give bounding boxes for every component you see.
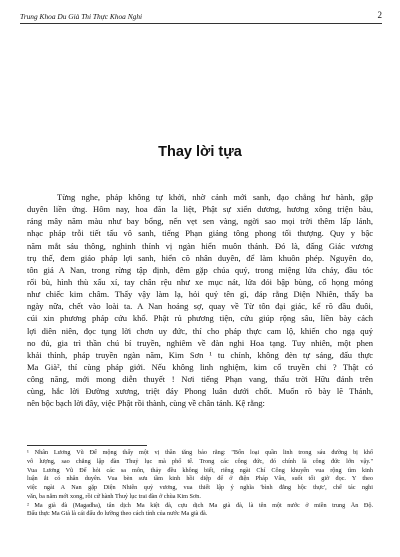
body-line: năm mắt sáu thông, nghinh thỉnh vị ngàn hiển muôn thánh. Đó là, đấng Giác vương	[27, 240, 373, 251]
body-line: nhạc pháp trỗi tiết tấu vô sanh, tiếng Phạn giảng tông phong tối thượng. Quy y bậc	[27, 228, 373, 239]
chapter-title: Thay lời tựa	[158, 144, 242, 160]
footnote-line: Đấu thực Ma Già là cái đấu đo lường theo cách tính của nước Ma già đà.	[27, 510, 208, 518]
footnote-line: Vua Lương Vũ Đế hỏi các sa môn, thảy đều không biết, riêng ngài Chí Công khuyến vua rộng tìm kinh	[27, 466, 373, 474]
body-line: trụ thế, đem giáo pháp lợi sanh, hiển cõ nhân duyên, để làm khuôn phép. Nguyên do,	[27, 252, 373, 263]
body-line: ngày nữa, chết vào loài ta. A Nan hoảng sợ, quay về Từ tôn đại giác, kể rõ đầu đuôi,	[27, 301, 373, 312]
footnote-line: ¹ Nhân Lương Vũ Đế mộng thấy một vị thần tăng bảo rằng: "Bốn loại quần linh trong sáu đường bị khổ	[27, 449, 373, 456]
body-line: như chiếc kim châm. Thấy vậy làm lạ, hỏi quỷ tên gì, đáp rằng Diện Nhiên, thấy ba	[27, 289, 373, 300]
body-line: lợi diên niên, đọc tụng lời chơn uy đức, thí cho pháp thực cam lộ, khiến cho ngạ quỷ	[27, 325, 373, 336]
body-line: no đủ, gia trì thần chú bí truyền, nghiêm về đàn nghi Hoa tạng. Tuy nhiên, một phen	[27, 337, 373, 348]
footnotes	[27, 449, 373, 519]
body-line: công năng, mới mong diễn thuyết ! Nơi tiếng Phạn vang, thấu trời Hữu đảnh trên	[27, 374, 373, 385]
body-line: tôn giả A Nan, trong rừng tập định, đêm gặp chúa quỷ, trong miệng lửa chảy, đầu tóc	[27, 264, 373, 275]
body-line: khải thỉnh, pháp truyền ngàn năm, Kim Sơn ¹ tu chỉnh, không đèn tự sáng, đấu thực	[27, 349, 373, 360]
footnote-line: văn, ba năm mới xong, rồi cử hành Thuỷ lục trai đàn ở chùa Kim Sơn.	[27, 492, 201, 500]
body-line: cùng, hắc lời Đường xương, triệt đáy Phong luân dưới chốt. Muốn rõ bày lẽ Thánh,	[27, 386, 373, 397]
running-header-title: Trung Khoa Du Già Thi Thực Khoa Nghi	[20, 12, 143, 21]
body-line: Từng nghe, pháp không tự khởi, nhờ cảnh mới sanh, đạo chẳng hư hành, gặp	[57, 192, 373, 202]
header-rule	[20, 23, 382, 24]
body-line: rảng mây năm màu như bay bổng, nến vẹt sen vàng, ngời sao mọi trời thêm lấp lánh,	[27, 216, 373, 227]
body-text	[27, 191, 373, 410]
footnote-line: ² Ma già đà (Magadha), tân dịch Ma kiệt đà, cựu dịch Ma già đà, là tên một nước ở miền trung Ấn Độ.	[27, 501, 373, 509]
body-line: Ma Già², thí cùng pháp giới. Nếu không linh nghiệm, kim cổ truyền chi ? Thật có	[27, 361, 373, 372]
page-number: 2	[377, 10, 382, 20]
footnote-line: việc ngài A Nan gặp Diện Nhiên quỷ vương, vua thiết lập ý nghĩa 'bình đẳng hộc thực', chế tác nghi	[27, 484, 373, 491]
body-line: rối bù, hình thù xấu xí, tay chân rệu như xe mục nát, lửa đói bập bùng, cổ họng mỏng	[27, 276, 373, 287]
body-line: cúi xin phương pháp cứu khổ. Phật rủ phương tiện, cứu giúp rộng sâu, liền bày cách	[27, 313, 373, 324]
footnote-rule	[27, 445, 147, 446]
footnote-line: luận ắt có nhân duyên. Vua bèn sưu tầm kinh hồi diệp để ở điện Pháp Vân, suốt tối giờ đọc. Y theo	[27, 475, 373, 483]
body-line: nên bộc bạch lời đây, việc Phật rồi thành, cùng về chân tánh. Kệ rằng:	[27, 398, 265, 409]
footnote-line: vô lượng, sao chẳng lập đàn Thuỷ lục mà phổ tế. Trong các công đức, đó chính là công đức lớn vậy."	[27, 457, 373, 465]
body-line: duyên liền ứng. Hôm nay, hoa đăn la liệt, Phật sự xiển dương, hương xông triện bàu,	[27, 204, 373, 215]
